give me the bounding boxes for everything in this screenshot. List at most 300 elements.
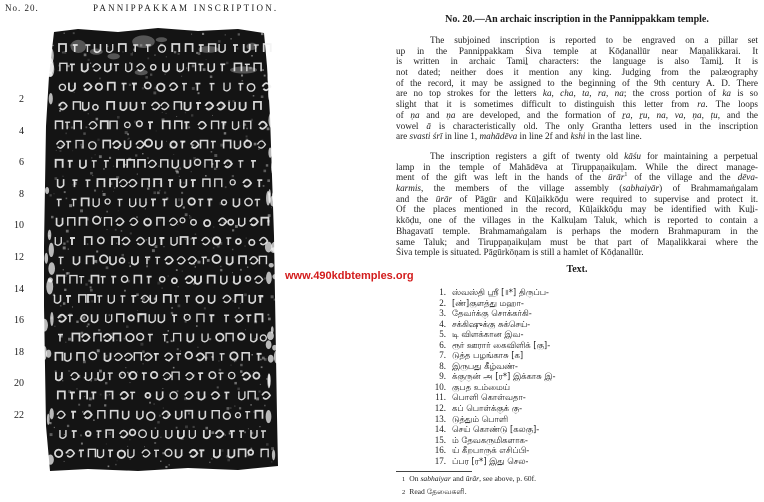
rubbing-speckle — [125, 367, 126, 368]
rubbing-speckle — [196, 392, 198, 394]
tamil-line-number: 7. — [439, 350, 446, 361]
rubbing-speckle — [267, 314, 269, 316]
rubbing-patch — [71, 40, 87, 53]
rubbing-speckle — [88, 323, 90, 325]
rubbing-speckle — [192, 144, 194, 146]
rubbing-speckle — [251, 432, 254, 435]
rubbing-speckle — [80, 144, 82, 146]
italic-term: dēva- — [737, 172, 758, 183]
rubbing-speckle — [106, 266, 109, 269]
tamil-line-number: 6. — [439, 339, 446, 350]
rubbing-speckle — [241, 74, 243, 76]
paragraph-line — [396, 67, 758, 78]
rubbing-speckle — [162, 50, 163, 51]
tamil-line — [396, 319, 758, 330]
rubbing-speckle — [88, 280, 90, 282]
rubbing-speckle — [77, 375, 80, 378]
rubbing-speckle — [50, 433, 53, 436]
rubbing-speckle — [69, 204, 72, 207]
tamil-line-number: 13. — [434, 413, 446, 424]
rubbing-speckle — [64, 289, 66, 291]
rubbing-speckle — [80, 318, 82, 320]
tamil-line — [396, 329, 758, 340]
rubbing-speckle — [129, 84, 131, 86]
rubbing-speckle — [118, 149, 119, 150]
paragraph-line — [396, 46, 758, 57]
rubbing-speckle — [73, 128, 75, 130]
rubbing-speckle — [68, 452, 70, 454]
rubbing-speckle — [152, 179, 153, 180]
paragraph-gift — [396, 151, 758, 258]
rubbing-speckle — [207, 259, 210, 262]
text-run: , the members of the village assembly ( — [421, 183, 623, 194]
rubbing-speckle — [86, 218, 89, 221]
rubbing-speckle — [176, 116, 177, 117]
rubbing-speckle — [138, 65, 139, 66]
rubbing-speckle — [71, 127, 73, 129]
rubbing-speckle — [232, 249, 233, 250]
rubbing-speckle — [159, 183, 160, 184]
rubbing-speckle — [91, 300, 93, 302]
rubbing-speckle — [157, 282, 160, 285]
rubbing-speckle — [177, 348, 179, 350]
rubbing-speckle — [195, 266, 196, 267]
paragraph-line — [396, 35, 758, 46]
italic-term: sabhaiyar — [420, 474, 451, 483]
rubbing-speckle — [211, 356, 213, 358]
rubbing-speckle — [262, 357, 265, 360]
rubbing-speckle — [159, 190, 160, 191]
rubbing-speckle — [255, 199, 257, 201]
rubbing-speckle — [189, 215, 190, 216]
rubbing-speckle — [84, 54, 87, 57]
rubbing-speckle — [109, 157, 111, 159]
rubbing-speckle — [177, 224, 178, 225]
rubbing-speckle — [67, 425, 69, 427]
rubbing-speckle — [72, 306, 73, 307]
tamil-line — [396, 340, 758, 351]
rubbing-speckle — [124, 290, 126, 292]
italic-term: ra — [697, 99, 706, 110]
text-run: and the — [720, 109, 758, 120]
rubbing-edge — [48, 277, 53, 282]
rubbing-speckle — [135, 83, 137, 85]
rubbing-patch — [108, 53, 120, 59]
rubbing-speckle — [209, 338, 211, 340]
italic-term: ūrār — [608, 172, 625, 183]
rubbing-speckle — [184, 314, 185, 315]
rubbing-speckle — [251, 55, 253, 57]
rubbing-edge — [48, 58, 54, 74]
rubbing-speckle — [267, 127, 270, 130]
rubbing-speckle — [185, 425, 188, 428]
paragraph-line — [396, 162, 758, 173]
rubbing-speckle — [62, 52, 64, 54]
rubbing-speckle — [168, 360, 170, 362]
rubbing-speckle — [193, 449, 195, 451]
rubbing-edge — [48, 230, 52, 241]
rubbing-speckle — [72, 85, 73, 86]
rubbing-speckle — [240, 303, 241, 304]
rubbing-speckle — [266, 378, 268, 380]
tamil-line-text: சக்கிஷுக்கு சுக்செய்- — [452, 318, 531, 329]
tamil-line-text: [ண்]குளத்து மஹா- — [452, 297, 524, 308]
rubbing-speckle — [268, 214, 271, 217]
tamil-line-number: 12. — [434, 403, 446, 414]
rubbing-speckle — [76, 321, 78, 323]
rubbing-speckle — [262, 69, 264, 71]
rubbing-speckle — [259, 426, 260, 427]
rubbing-speckle — [216, 432, 218, 434]
footnote-number: 1 — [402, 476, 406, 483]
rubbing-speckle — [271, 447, 274, 450]
rubbing-speckle — [111, 436, 112, 437]
rubbing-speckle — [260, 384, 261, 385]
tamil-line — [396, 414, 758, 425]
rubbing-edge — [47, 455, 54, 465]
text-run: The inscription registers a gift of twenty old — [430, 151, 625, 161]
italic-term: sabhaiyār — [622, 183, 660, 194]
rubbing-speckle — [232, 229, 234, 231]
rubbing-speckle — [59, 316, 61, 318]
rubbing-speckle — [136, 293, 139, 296]
rubbing-speckle — [189, 216, 191, 218]
tamil-line-text: டி விளக்கான இவ- — [452, 329, 524, 340]
rubbing-speckle — [127, 446, 128, 447]
rubbing-speckle — [193, 283, 195, 285]
rubbing-edge — [267, 70, 270, 85]
rubbing-speckle — [261, 33, 263, 35]
tamil-line-text: குபத உம்மைய் — [452, 381, 510, 392]
rubbing-speckle — [116, 243, 117, 244]
rubbing-speckle — [188, 127, 190, 129]
text-run: Bhagavatī temple. Brahmamaṅgalam is perhaps the modern Brahmapuram in the — [396, 225, 758, 236]
rubbing-speckle — [205, 256, 207, 258]
rubbing-speckle — [78, 450, 80, 452]
text-run: vowel — [396, 120, 427, 131]
rubbing-speckle — [140, 44, 142, 46]
rubbing-speckle — [218, 361, 219, 362]
rubbing-speckle — [103, 168, 104, 169]
italic-term: mahādēva — [479, 131, 518, 142]
rubbing-edge — [268, 147, 272, 157]
rubbing-speckle — [128, 373, 131, 376]
text-run: kkōḍu, one of the villages in the Kalkuḷam Taluk, which is reported to contain a — [396, 215, 758, 226]
rubbing-speckle — [133, 87, 134, 88]
rubbing-speckle — [53, 45, 54, 46]
rubbing-speckle — [92, 175, 93, 176]
rubbing-speckle — [183, 206, 185, 208]
rubbing-speckle — [197, 261, 200, 264]
tamil-line — [396, 298, 758, 309]
rubbing-speckle — [173, 367, 175, 369]
rubbing-edge — [273, 101, 281, 110]
rubbing-speckle — [203, 68, 206, 71]
text-run: Of the places mentioned in the record, Kūḷaikkōḍu may be identified with Kuḻi- — [396, 204, 758, 215]
line-number: 22 — [14, 410, 24, 421]
rubbing-speckle — [230, 365, 231, 366]
rubbing-speckle — [191, 34, 192, 35]
text-run: are no top strokes for the letters — [396, 88, 543, 99]
rubbing-speckle — [81, 450, 83, 452]
rubbing-speckle — [159, 219, 161, 221]
rubbing-speckle — [100, 394, 102, 396]
rubbing-speckle — [159, 415, 161, 417]
rubbing-speckle — [146, 265, 148, 267]
rubbing-speckle — [89, 301, 90, 302]
rubbing-speckle — [256, 397, 259, 400]
rubbing-speckle — [251, 119, 253, 121]
rubbing-speckle — [140, 343, 143, 346]
rubbing-speckle — [97, 139, 99, 141]
rubbing-speckle — [121, 374, 123, 376]
rubbing-speckle — [84, 88, 87, 91]
rubbing-speckle — [106, 211, 108, 213]
rubbing-speckle — [49, 422, 51, 424]
rubbing-speckle — [181, 437, 184, 440]
rubbing-speckle — [198, 52, 201, 55]
tamil-line-text: ப்பர [ர*] இது செல- — [452, 455, 529, 466]
rubbing-speckle — [167, 330, 169, 332]
rubbing-speckle — [105, 382, 107, 384]
line-number: 12 — [14, 252, 24, 263]
rubbing-speckle — [103, 180, 105, 182]
rubbing-speckle — [155, 427, 156, 428]
rubbing-speckle — [240, 364, 242, 366]
rubbing-speckle — [253, 371, 254, 372]
rubbing-speckle — [206, 59, 207, 60]
rubbing-speckle — [64, 434, 65, 435]
rubbing-speckle — [97, 349, 100, 352]
rubbing-speckle — [228, 100, 230, 102]
rubbing-speckle — [258, 149, 259, 150]
rubbing-speckle — [176, 427, 178, 429]
rubbing-speckle — [233, 184, 234, 185]
rubbing-speckle — [274, 299, 276, 301]
rubbing-speckle — [170, 340, 172, 342]
rubbing-speckle — [204, 307, 206, 309]
rubbing-speckle — [226, 455, 229, 458]
tamil-line — [396, 392, 758, 403]
rubbing-speckle — [235, 360, 237, 362]
inscription-rubbing-image — [38, 26, 284, 474]
italic-term: ka, cha, ta, ra, na — [542, 88, 624, 99]
rubbing-speckle — [116, 353, 118, 355]
rubbing-edge — [49, 408, 53, 419]
rubbing-speckle — [80, 209, 83, 212]
rubbing-speckle — [147, 157, 149, 159]
rubbing-speckle — [51, 216, 53, 218]
rubbing-speckle — [142, 298, 145, 301]
rubbing-speckle — [177, 431, 180, 434]
rubbing-edge — [266, 191, 270, 206]
rubbing-speckle — [162, 112, 163, 113]
line-number: 2 — [19, 94, 24, 105]
tamil-line — [396, 445, 758, 456]
tamil-line-text: ஸ்வஸ்தி ஸ்ரீ [॥*] திருப்ப- — [452, 287, 549, 297]
rubbing-speckle — [174, 51, 176, 53]
rubbing-speckle — [68, 370, 70, 372]
rubbing-speckle — [192, 183, 193, 184]
rubbing-speckle — [176, 269, 178, 271]
rubbing-speckle — [58, 70, 59, 71]
rubbing-speckle — [242, 80, 243, 81]
rubbing-speckle — [261, 296, 263, 298]
rubbing-speckle — [81, 146, 84, 149]
rubbing-speckle — [232, 272, 233, 273]
rubbing-speckle — [258, 390, 260, 392]
rubbing-speckle — [261, 95, 264, 98]
rubbing-speckle — [146, 239, 148, 241]
text-run: same Taluk; and Tiruppaṇaikuḷam must be that part of Maṇalikkarai where the — [396, 236, 758, 247]
paragraph-line — [396, 131, 758, 142]
footnote-number: 2 — [402, 489, 406, 496]
rubbing-speckle — [267, 220, 270, 223]
rubbing-speckle — [83, 132, 85, 134]
rubbing-speckle — [255, 338, 257, 340]
rubbing-speckle — [145, 202, 147, 204]
rubbing-speckle — [238, 145, 239, 146]
text-run: On — [409, 474, 421, 483]
paragraph-line — [396, 247, 758, 258]
rubbing-speckle — [155, 87, 158, 90]
rubbing-speckle — [62, 176, 63, 177]
rubbing-speckle — [179, 176, 180, 177]
rubbing-speckle — [209, 106, 211, 108]
rubbing-speckle — [162, 388, 163, 389]
rubbing-speckle — [222, 106, 225, 109]
rubbing-edge — [41, 319, 48, 332]
rubbing-speckle — [148, 259, 150, 261]
rubbing-speckle — [234, 361, 235, 362]
rubbing-speckle — [99, 370, 102, 373]
tamil-line-text: டுத்தும் பொளி — [452, 413, 508, 424]
rubbing-edge — [271, 326, 274, 333]
rubbing-speckle — [123, 300, 124, 301]
rubbing-speckle — [196, 52, 198, 54]
rubbing-speckle — [210, 198, 211, 199]
rubbing-speckle — [224, 132, 226, 134]
rubbing-speckle — [125, 164, 126, 165]
rubbing-speckle — [135, 154, 137, 156]
rubbing-speckle — [217, 386, 219, 388]
rubbing-speckle — [81, 332, 84, 335]
paragraph-line — [396, 204, 758, 215]
text-run: Read தேவைகளி. — [409, 487, 467, 496]
rubbing-speckle — [221, 449, 223, 451]
rubbing-speckle — [130, 232, 132, 234]
rubbing-speckle — [68, 390, 71, 393]
rubbing-speckle — [251, 448, 253, 450]
rubbing-speckle — [260, 359, 262, 361]
rubbing-speckle — [157, 192, 160, 195]
rubbing-edge — [273, 147, 278, 156]
rubbing-speckle — [136, 216, 137, 217]
rubbing-speckle — [94, 190, 96, 192]
rubbing-speckle — [60, 305, 62, 307]
rubbing-speckle — [102, 191, 103, 192]
tamil-line-text: ய் கீறபாருக் எசிப்பி- — [452, 445, 530, 456]
rubbing-speckle — [261, 140, 263, 142]
rubbing-edge — [268, 355, 274, 363]
rubbing-speckle — [118, 210, 119, 211]
rubbing-speckle — [171, 307, 173, 309]
rubbing-speckle — [129, 62, 131, 64]
rubbing-speckle — [194, 264, 195, 265]
rubbing-speckle — [227, 164, 228, 165]
rubbing-edge — [272, 345, 277, 351]
rubbing-speckle — [105, 202, 107, 204]
rubbing-speckle — [180, 351, 181, 352]
rubbing-speckle — [91, 157, 92, 158]
rubbing-speckle — [93, 333, 96, 336]
rubbing-speckle — [64, 33, 65, 34]
tamil-line-number: 11. — [435, 392, 446, 403]
rubbing-speckle — [190, 238, 192, 240]
rubbing-speckle — [122, 254, 124, 256]
paragraph-palaeography — [396, 35, 758, 142]
rubbing-speckle — [166, 341, 168, 343]
text-run: lamp in the temple of Mahādēva at Tiruppaṇaikuḷam. While the direct manage- — [396, 161, 758, 172]
rubbing-speckle — [106, 432, 107, 433]
rubbing-speckle — [142, 153, 143, 154]
rubbing-speckle — [56, 150, 57, 151]
rubbing-speckle — [66, 272, 68, 274]
rubbing-speckle — [181, 192, 183, 194]
tamil-line-number: 8. — [439, 360, 446, 371]
rubbing-speckle — [147, 188, 149, 190]
rubbing-speckle — [107, 46, 108, 47]
rubbing-speckle — [214, 168, 216, 170]
rubbing-speckle — [220, 269, 222, 271]
italic-term: svasti śrī — [409, 131, 443, 142]
rubbing-edge — [272, 190, 277, 202]
footnote — [402, 474, 536, 483]
watermark-url: www.490kdbtemples.org — [285, 270, 414, 282]
line-number: 14 — [14, 283, 24, 295]
rubbing-speckle — [132, 52, 133, 53]
rubbing-speckle — [154, 353, 156, 355]
rubbing-speckle — [65, 452, 67, 454]
paragraph-line — [396, 237, 758, 248]
rubbing-speckle — [232, 281, 234, 283]
rubbing-edge — [48, 262, 55, 275]
rubbing-speckle — [186, 67, 187, 68]
rubbing-speckle — [142, 87, 144, 89]
rubbing-speckle — [246, 238, 247, 239]
rubbing-speckle — [66, 316, 67, 317]
rubbing-speckle — [166, 197, 168, 199]
rubbing-speckle — [55, 370, 57, 372]
rubbing-speckle — [83, 108, 86, 111]
footnote-marker: 1 — [624, 172, 628, 179]
rubbing-speckle — [126, 244, 127, 245]
rubbing-speckle — [220, 202, 223, 205]
rubbing-speckle — [193, 426, 195, 428]
rubbing-speckle — [224, 434, 226, 436]
tamil-line-text: தேவர்க்கு சொக்கர்கி- — [452, 308, 532, 319]
paragraph-line — [396, 121, 758, 132]
rubbing-speckle — [87, 243, 88, 244]
rubbing-speckle — [213, 247, 215, 249]
text-run: and the — [396, 193, 436, 204]
rubbing-speckle — [67, 240, 69, 242]
line-number: 16 — [14, 315, 24, 327]
rubbing-speckle — [117, 460, 118, 461]
rubbing-speckle — [160, 461, 161, 462]
rubbing-speckle — [226, 62, 228, 64]
rubbing-edge — [46, 350, 51, 358]
